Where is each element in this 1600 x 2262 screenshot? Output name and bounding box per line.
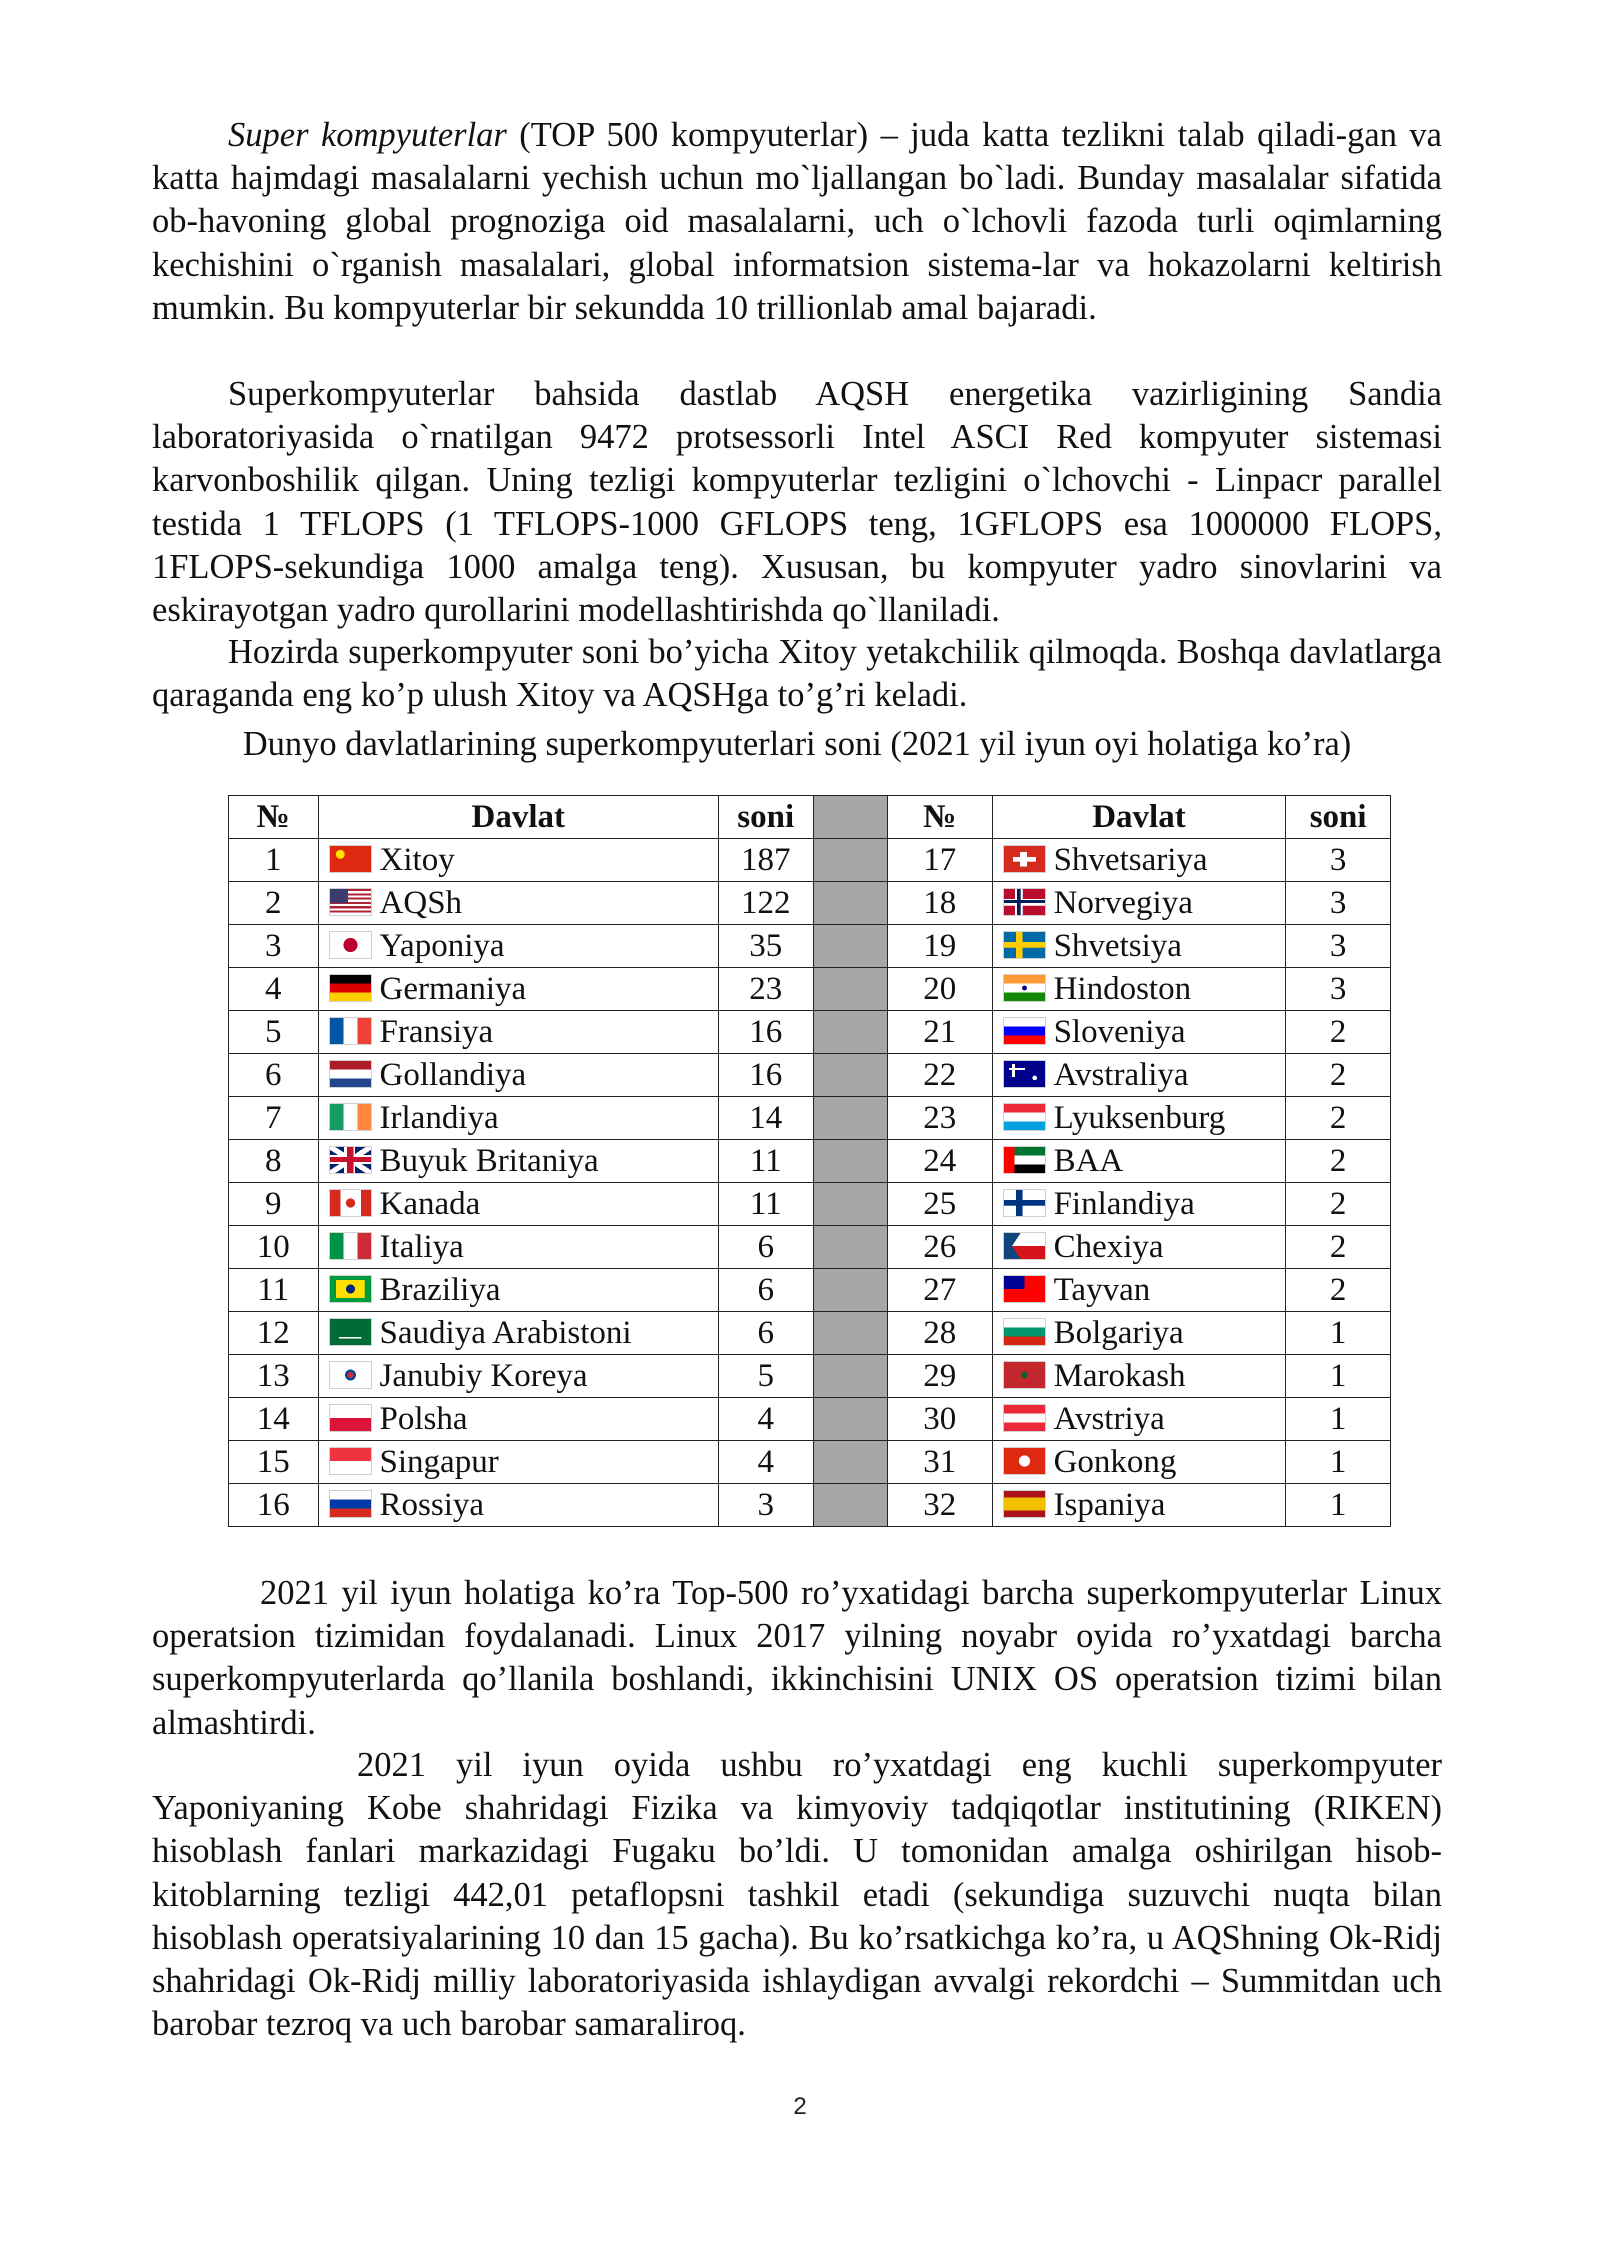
table-row bbox=[229, 1054, 1391, 1097]
header-country-right: Davlat bbox=[992, 796, 1286, 839]
flag-in-icon bbox=[1003, 974, 1046, 1002]
supercomputer-count: 2 bbox=[1286, 1269, 1391, 1312]
supercomputer-count: 16 bbox=[718, 1054, 813, 1097]
table-row bbox=[229, 1011, 1391, 1054]
supercomputer-count: 16 bbox=[718, 1011, 813, 1054]
supercomputer-count: 2 bbox=[1286, 1226, 1391, 1269]
flag-it-icon bbox=[329, 1232, 372, 1260]
supercomputer-count: 23 bbox=[718, 968, 813, 1011]
table-gap-column bbox=[813, 882, 887, 925]
table-row bbox=[229, 839, 1391, 882]
table-row bbox=[229, 1226, 1391, 1269]
flag-ma-icon bbox=[1003, 1361, 1046, 1389]
paragraph-leader bbox=[152, 631, 1442, 717]
flag-cz-icon bbox=[1003, 1232, 1046, 1260]
paragraph-fugaku-text: 2021 yil iyun oyida ushbu ro’yxatdagi eng kuchli superkompyuter Yaponiyaning Kobe shahridagi Fizika va kimyoviy tadqiqotlar institutining (RIKEN) hisoblash fanlari markazidagi Fugaku bo’ldi. U tomonidan amalga oshirilgan hisob-kitoblarning tezligi 442,01 petaflopsni tashkil etadi (sekundiga suzuvchi nuqta bilan hisoblash operatsiyalarining 10 dan 15 gacha). Bu ko’rsatkichga ko’ra, u AQShning Ok-Ridj shahridagi Ok-Ridj milliy laboratoriyasida ishlaydigan avvalgi rekordchi – Summitdan uch barobar tezroq va uch barobar samaraliroq. bbox=[152, 1746, 1442, 2044]
header-country-left: Davlat bbox=[318, 796, 718, 839]
table-gap-column bbox=[813, 796, 887, 839]
flag-us-icon bbox=[329, 888, 372, 916]
table-gap-column bbox=[813, 1355, 887, 1398]
supercomputer-count: 1 bbox=[1286, 1355, 1391, 1398]
flag-hk-icon bbox=[1003, 1447, 1046, 1475]
row-number: 31 bbox=[887, 1441, 992, 1484]
country-cell bbox=[318, 839, 718, 882]
flag-gb-icon bbox=[329, 1146, 372, 1174]
row-number: 24 bbox=[887, 1140, 992, 1183]
flag-pl-icon bbox=[329, 1404, 372, 1432]
flag-ie-icon bbox=[329, 1103, 372, 1131]
supercomputer-count: 2 bbox=[1286, 1011, 1391, 1054]
row-number: 14 bbox=[229, 1398, 319, 1441]
country-name: Norvegiya bbox=[1053, 885, 1193, 921]
supercomputer-count: 187 bbox=[718, 839, 813, 882]
flag-cn-icon bbox=[329, 845, 372, 873]
table-row bbox=[229, 1441, 1391, 1484]
supercomputer-count: 6 bbox=[718, 1312, 813, 1355]
flag-fr-icon bbox=[329, 1017, 372, 1045]
table-row bbox=[229, 1355, 1391, 1398]
table-row bbox=[229, 1484, 1391, 1527]
flag-ca-icon bbox=[329, 1189, 372, 1217]
supercomputer-count: 1 bbox=[1286, 1398, 1391, 1441]
flag-se-icon bbox=[1003, 931, 1046, 959]
country-name: Saudiya Arabistoni bbox=[379, 1315, 632, 1351]
country-name: Polsha bbox=[379, 1401, 468, 1437]
country-name: Germaniya bbox=[379, 971, 527, 1007]
country-cell bbox=[318, 968, 718, 1011]
supercomputer-count: 2 bbox=[1286, 1183, 1391, 1226]
row-number: 10 bbox=[229, 1226, 319, 1269]
table-row bbox=[229, 1269, 1391, 1312]
country-cell bbox=[318, 882, 718, 925]
country-name: Fransiya bbox=[379, 1014, 494, 1050]
flag-si-icon bbox=[1003, 1017, 1046, 1045]
table-row bbox=[229, 925, 1391, 968]
flag-fi-icon bbox=[1003, 1189, 1046, 1217]
country-cell bbox=[318, 1441, 718, 1484]
row-number: 9 bbox=[229, 1183, 319, 1226]
country-cell bbox=[992, 1097, 1286, 1140]
table-gap-column bbox=[813, 1054, 887, 1097]
flag-br-icon bbox=[329, 1275, 372, 1303]
flag-tw-icon bbox=[1003, 1275, 1046, 1303]
flag-sa-icon bbox=[329, 1318, 372, 1346]
country-cell bbox=[992, 882, 1286, 925]
country-name: Shvetsariya bbox=[1053, 842, 1208, 878]
flag-au-icon bbox=[1003, 1060, 1046, 1088]
supercomputer-count: 4 bbox=[718, 1441, 813, 1484]
supercomputer-count: 4 bbox=[718, 1398, 813, 1441]
header-num-left: № bbox=[229, 796, 319, 839]
table-header-row bbox=[229, 796, 1391, 839]
supercomputer-count: 14 bbox=[718, 1097, 813, 1140]
paragraph-intro bbox=[152, 114, 1442, 330]
paragraph-history-text: Superkompyuterlar bahsida dastlab AQSH energetika vazirligining Sandia laboratoriyasida o`rnatilgan 9472 protsessorli Intel ASCI Red kompyuter sistemasi karvonboshilik qilgan. Uning tezligi kompyuterlar tezligini o`lchovchi - Linpacr parallel testida 1 TFLOPS (1 TFLOPS-1000 GFLOPS teng, 1GFLOPS esa 1000000 FLOPS, 1FLOPS-sekundiga 1000 amalga teng). Xususan, bu kompyuter yadro sinovlarini va eskirayotgan yadro qurollarini modellashtirishda qo`llaniladi. bbox=[152, 375, 1442, 630]
supercomputer-count: 6 bbox=[718, 1269, 813, 1312]
row-number: 12 bbox=[229, 1312, 319, 1355]
country-cell bbox=[318, 1398, 718, 1441]
table-row bbox=[229, 1097, 1391, 1140]
table-gap-column bbox=[813, 1140, 887, 1183]
supercomputer-count: 35 bbox=[718, 925, 813, 968]
row-number: 18 bbox=[887, 882, 992, 925]
supercomputer-count: 1 bbox=[1286, 1484, 1391, 1527]
country-name: AQSh bbox=[379, 885, 463, 921]
table-gap-column bbox=[813, 1011, 887, 1054]
row-number: 4 bbox=[229, 968, 319, 1011]
country-cell bbox=[992, 968, 1286, 1011]
row-number: 2 bbox=[229, 882, 319, 925]
country-name: Irlandiya bbox=[379, 1100, 499, 1136]
country-cell bbox=[318, 1054, 718, 1097]
supercomputer-count: 11 bbox=[718, 1183, 813, 1226]
paragraph-fugaku bbox=[152, 1744, 1442, 2046]
country-name: Gollandiya bbox=[379, 1057, 527, 1093]
country-cell bbox=[992, 1226, 1286, 1269]
flag-sg-icon bbox=[329, 1447, 372, 1475]
country-name: Xitoy bbox=[379, 842, 455, 878]
flag-kr-icon bbox=[329, 1361, 372, 1389]
flag-es-icon bbox=[1003, 1490, 1046, 1518]
country-name: Buyuk Britaniya bbox=[379, 1143, 599, 1179]
country-cell bbox=[318, 1011, 718, 1054]
row-number: 16 bbox=[229, 1484, 319, 1527]
supercomputer-count: 2 bbox=[1286, 1097, 1391, 1140]
country-cell bbox=[318, 925, 718, 968]
paragraph-leader-text: Hozirda superkompyuter soni bo’yicha Xitoy yetakchilik qilmoqda. Boshqa davlatlarga qaraganda eng ko’p ulush Xitoy va AQSHga to’g’ri keladi. bbox=[152, 633, 1442, 715]
row-number: 20 bbox=[887, 968, 992, 1011]
country-name: Marokash bbox=[1053, 1358, 1186, 1394]
flag-no-icon bbox=[1003, 888, 1046, 916]
paragraph-intro-text: (TOP 500 kompyuterlar) – juda katta tezlikni talab qiladi-gan va katta hajmdagi masalalarni yechish uchun mo`ljallangan bo`ladi. Bunday masalalar sifatida ob-havoning global prognoziga oid masalalarni, uch o`lchovli fazoda turli oqimlarning kechishini o`rganish masalalari, global informatsion sistema-lar va hokazolarni keltirish mumkin. Bu kompyuterlar bir sekundda 10 trillionlab amal bajaradi. bbox=[152, 116, 1443, 327]
supercomputer-count: 11 bbox=[718, 1140, 813, 1183]
country-name: Hindoston bbox=[1053, 971, 1192, 1007]
flag-ch-icon bbox=[1003, 845, 1046, 873]
country-name: Chexiya bbox=[1053, 1229, 1164, 1265]
supercomputer-count: 6 bbox=[718, 1226, 813, 1269]
country-cell bbox=[318, 1097, 718, 1140]
row-number: 21 bbox=[887, 1011, 992, 1054]
country-name: BAA bbox=[1053, 1143, 1124, 1179]
table-gap-column bbox=[813, 1269, 887, 1312]
country-cell bbox=[318, 1269, 718, 1312]
supercomputer-count: 5 bbox=[718, 1355, 813, 1398]
header-count-right: soni bbox=[1286, 796, 1391, 839]
table-gap-column bbox=[813, 1097, 887, 1140]
country-cell bbox=[318, 1140, 718, 1183]
country-cell bbox=[992, 1140, 1286, 1183]
row-number: 17 bbox=[887, 839, 992, 882]
row-number: 7 bbox=[229, 1097, 319, 1140]
country-name: Janubiy Koreya bbox=[379, 1358, 588, 1394]
supercomputer-count: 3 bbox=[1286, 925, 1391, 968]
country-cell bbox=[992, 1441, 1286, 1484]
country-cell bbox=[992, 1355, 1286, 1398]
country-name: Singapur bbox=[379, 1444, 499, 1480]
supercomputer-count: 1 bbox=[1286, 1312, 1391, 1355]
country-name: Lyuksenburg bbox=[1053, 1100, 1226, 1136]
supercomputer-count: 3 bbox=[1286, 839, 1391, 882]
page-number: 2 bbox=[793, 2093, 807, 2120]
table-row bbox=[229, 1312, 1391, 1355]
country-cell bbox=[318, 1484, 718, 1527]
superkompyuter-table bbox=[228, 795, 1391, 1527]
header-num-right: № bbox=[887, 796, 992, 839]
table-gap-column bbox=[813, 1441, 887, 1484]
row-number: 6 bbox=[229, 1054, 319, 1097]
flag-at-icon bbox=[1003, 1404, 1046, 1432]
country-name: Braziliya bbox=[379, 1272, 501, 1308]
row-number: 19 bbox=[887, 925, 992, 968]
table-gap-column bbox=[813, 1398, 887, 1441]
country-name: Yaponiya bbox=[379, 928, 505, 964]
row-number: 30 bbox=[887, 1398, 992, 1441]
country-cell bbox=[992, 1183, 1286, 1226]
row-number: 26 bbox=[887, 1226, 992, 1269]
country-name: Ispaniya bbox=[1053, 1487, 1166, 1523]
row-number: 8 bbox=[229, 1140, 319, 1183]
table-gap-column bbox=[813, 968, 887, 1011]
flag-jp-icon bbox=[329, 931, 372, 959]
supercomputer-count: 1 bbox=[1286, 1441, 1391, 1484]
country-cell bbox=[318, 1355, 718, 1398]
row-number: 29 bbox=[887, 1355, 992, 1398]
country-name: Shvetsiya bbox=[1053, 928, 1182, 964]
table-row bbox=[229, 882, 1391, 925]
country-name: Finlandiya bbox=[1053, 1186, 1195, 1222]
row-number: 11 bbox=[229, 1269, 319, 1312]
table-row bbox=[229, 1140, 1391, 1183]
country-name: Gonkong bbox=[1053, 1444, 1177, 1480]
row-number: 23 bbox=[887, 1097, 992, 1140]
row-number: 27 bbox=[887, 1269, 992, 1312]
row-number: 28 bbox=[887, 1312, 992, 1355]
supercomputer-count: 3 bbox=[1286, 968, 1391, 1011]
table-gap-column bbox=[813, 839, 887, 882]
table-row bbox=[229, 1398, 1391, 1441]
country-name: Kanada bbox=[379, 1186, 481, 1222]
supercomputer-count: 2 bbox=[1286, 1140, 1391, 1183]
supercomputer-count: 2 bbox=[1286, 1054, 1391, 1097]
flag-ae-icon bbox=[1003, 1146, 1046, 1174]
country-cell bbox=[992, 1312, 1286, 1355]
table-row bbox=[229, 968, 1391, 1011]
table-gap-column bbox=[813, 1226, 887, 1269]
country-cell bbox=[992, 839, 1286, 882]
country-name: Avstriya bbox=[1053, 1401, 1165, 1437]
flag-lu-icon bbox=[1003, 1103, 1046, 1131]
row-number: 25 bbox=[887, 1183, 992, 1226]
supercomputer-count: 3 bbox=[718, 1484, 813, 1527]
country-cell bbox=[318, 1226, 718, 1269]
table-gap-column bbox=[813, 1312, 887, 1355]
row-number: 15 bbox=[229, 1441, 319, 1484]
flag-de-icon bbox=[329, 974, 372, 1002]
table-gap-column bbox=[813, 925, 887, 968]
country-name: Rossiya bbox=[379, 1487, 485, 1523]
row-number: 1 bbox=[229, 839, 319, 882]
row-number: 22 bbox=[887, 1054, 992, 1097]
country-cell bbox=[992, 1269, 1286, 1312]
row-number: 5 bbox=[229, 1011, 319, 1054]
flag-ru-icon bbox=[329, 1490, 372, 1518]
table-row bbox=[229, 1183, 1391, 1226]
country-name: Italiya bbox=[379, 1229, 464, 1265]
table-caption: Dunyo davlatlarining superkompyuterlari soni (2021 yil iyun oyi holatiga ko’ra) bbox=[242, 725, 1352, 763]
table-gap-column bbox=[813, 1183, 887, 1226]
country-cell bbox=[992, 1011, 1286, 1054]
row-number: 32 bbox=[887, 1484, 992, 1527]
row-number: 3 bbox=[229, 925, 319, 968]
country-name: Avstraliya bbox=[1053, 1057, 1189, 1093]
country-cell bbox=[992, 925, 1286, 968]
country-name: Tayvan bbox=[1053, 1272, 1151, 1308]
table-gap-column bbox=[813, 1484, 887, 1527]
country-cell bbox=[318, 1312, 718, 1355]
country-name: Bolgariya bbox=[1053, 1315, 1184, 1351]
header-count-left: soni bbox=[718, 796, 813, 839]
table-body bbox=[229, 839, 1391, 1527]
country-name: Sloveniya bbox=[1053, 1014, 1186, 1050]
paragraph-history bbox=[152, 373, 1442, 632]
country-cell bbox=[992, 1398, 1286, 1441]
flag-nl-icon bbox=[329, 1060, 372, 1088]
term-super-kompyuterlar: Super kompyuterlar bbox=[228, 116, 507, 154]
country-cell bbox=[318, 1183, 718, 1226]
flag-bg-icon bbox=[1003, 1318, 1046, 1346]
paragraph-linux-text: 2021 yil iyun holatiga ko’ra Top-500 ro’yxatidagi barcha superkompyuterlar Linux operatsion tizimidan foydalanadi. Linux 2017 yilning noyabr oyida ro’yxatdagi barcha superkompyuterlarda qo’llanila boshlandi, ikkinchisini UNIX OS operatsion tizimi bilan almashtirdi. bbox=[152, 1574, 1442, 1742]
country-cell bbox=[992, 1484, 1286, 1527]
country-cell bbox=[992, 1054, 1286, 1097]
row-number: 13 bbox=[229, 1355, 319, 1398]
paragraph-linux bbox=[152, 1572, 1442, 1745]
supercomputer-count: 3 bbox=[1286, 882, 1391, 925]
supercomputer-count: 122 bbox=[718, 882, 813, 925]
